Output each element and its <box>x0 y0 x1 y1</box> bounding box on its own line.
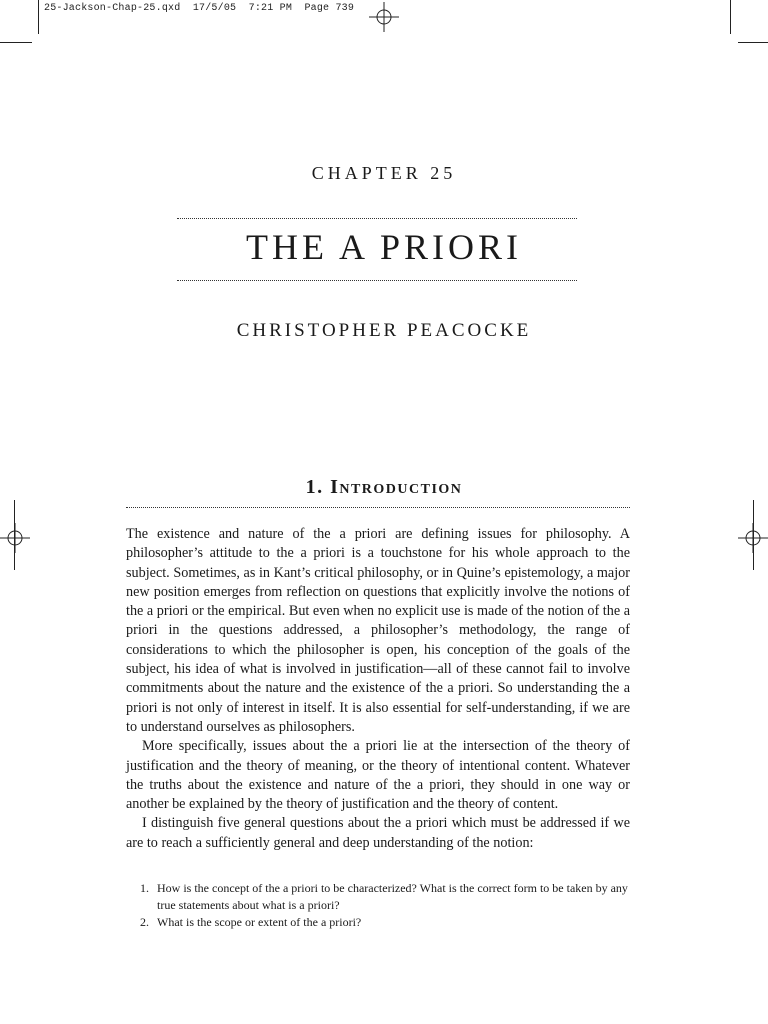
crop-mark-top-right-horizontal <box>738 42 768 43</box>
chapter-title: THE A PRIORI <box>245 227 523 267</box>
title-rule-top <box>177 218 577 219</box>
section-heading <box>0 476 768 499</box>
chapter-label: CHAPTER 25 <box>311 163 457 183</box>
paragraph: I distinguish five general questions about the a priori which must be addressed if we are to reach a sufficiently general and deep understanding of the notion: <box>126 815 630 851</box>
registration-line-right <box>753 500 754 570</box>
crop-mark-top-left-horizontal <box>0 42 32 43</box>
section-title: Introduction <box>330 476 463 498</box>
list-item <box>140 914 630 931</box>
body-text <box>126 525 630 853</box>
registration-mark-top-icon <box>369 2 399 32</box>
section-number: 1. <box>305 476 324 498</box>
list-item-number: 2. <box>140 915 149 929</box>
paragraph: The existence and nature of the a priori are defining issues for philosophy. A philosopher’s attitude to the a priori is a touchstone for his whole approach to the subject. Sometimes, as in Kant’s critical philosophy, or in Quine’s epistemology, a major new position emerges from reflection on questions that explicitly involve the notions of the a priori or the empirical. But even when no explicit use is made of the notion of the a priori in the questions addressed, a philosopher’s methodology, the range of considerations to which the philosopher is open, his conception of the goals of the subject, his idea of what is involved in justification—all of these cannot fail to involve commitments about the nature and the existence of the a priori. So understanding the a priori is not only of interest in itself. It is also essential for self-understanding, if we are to understand ourselves as philosophers. <box>126 526 630 735</box>
paragraph: More specifically, issues about the a priori lie at the intersection of the theory of justification and the theory of meaning, or the theory of intentional content. Whatever the truths about the existence and nature of the a priori, they should in one way or another be explained by the theory of justification and the theory of content. <box>126 738 630 813</box>
print-slug-line: 25-Jackson-Chap-25.qxd 17/5/05 7:21 PM Page 739 <box>44 3 355 14</box>
registration-line-left <box>14 500 15 570</box>
registration-mark-left-icon <box>0 523 30 553</box>
crop-mark-top-right-vertical <box>730 0 731 34</box>
list-item-text: How is the concept of the a priori to be characterized? What is the correct form to be taken by any true statements about what is a priori? <box>157 881 628 912</box>
section-rule <box>126 507 630 508</box>
questions-list <box>140 880 630 931</box>
title-rule-bottom <box>177 280 577 281</box>
list-item-number: 1. <box>140 881 149 895</box>
crop-mark-top-left-vertical <box>38 0 39 34</box>
list-item <box>140 880 630 914</box>
author-name: CHRISTOPHER PEACOCKE <box>236 320 532 341</box>
list-item-text: What is the scope or extent of the a priori? <box>157 915 362 929</box>
